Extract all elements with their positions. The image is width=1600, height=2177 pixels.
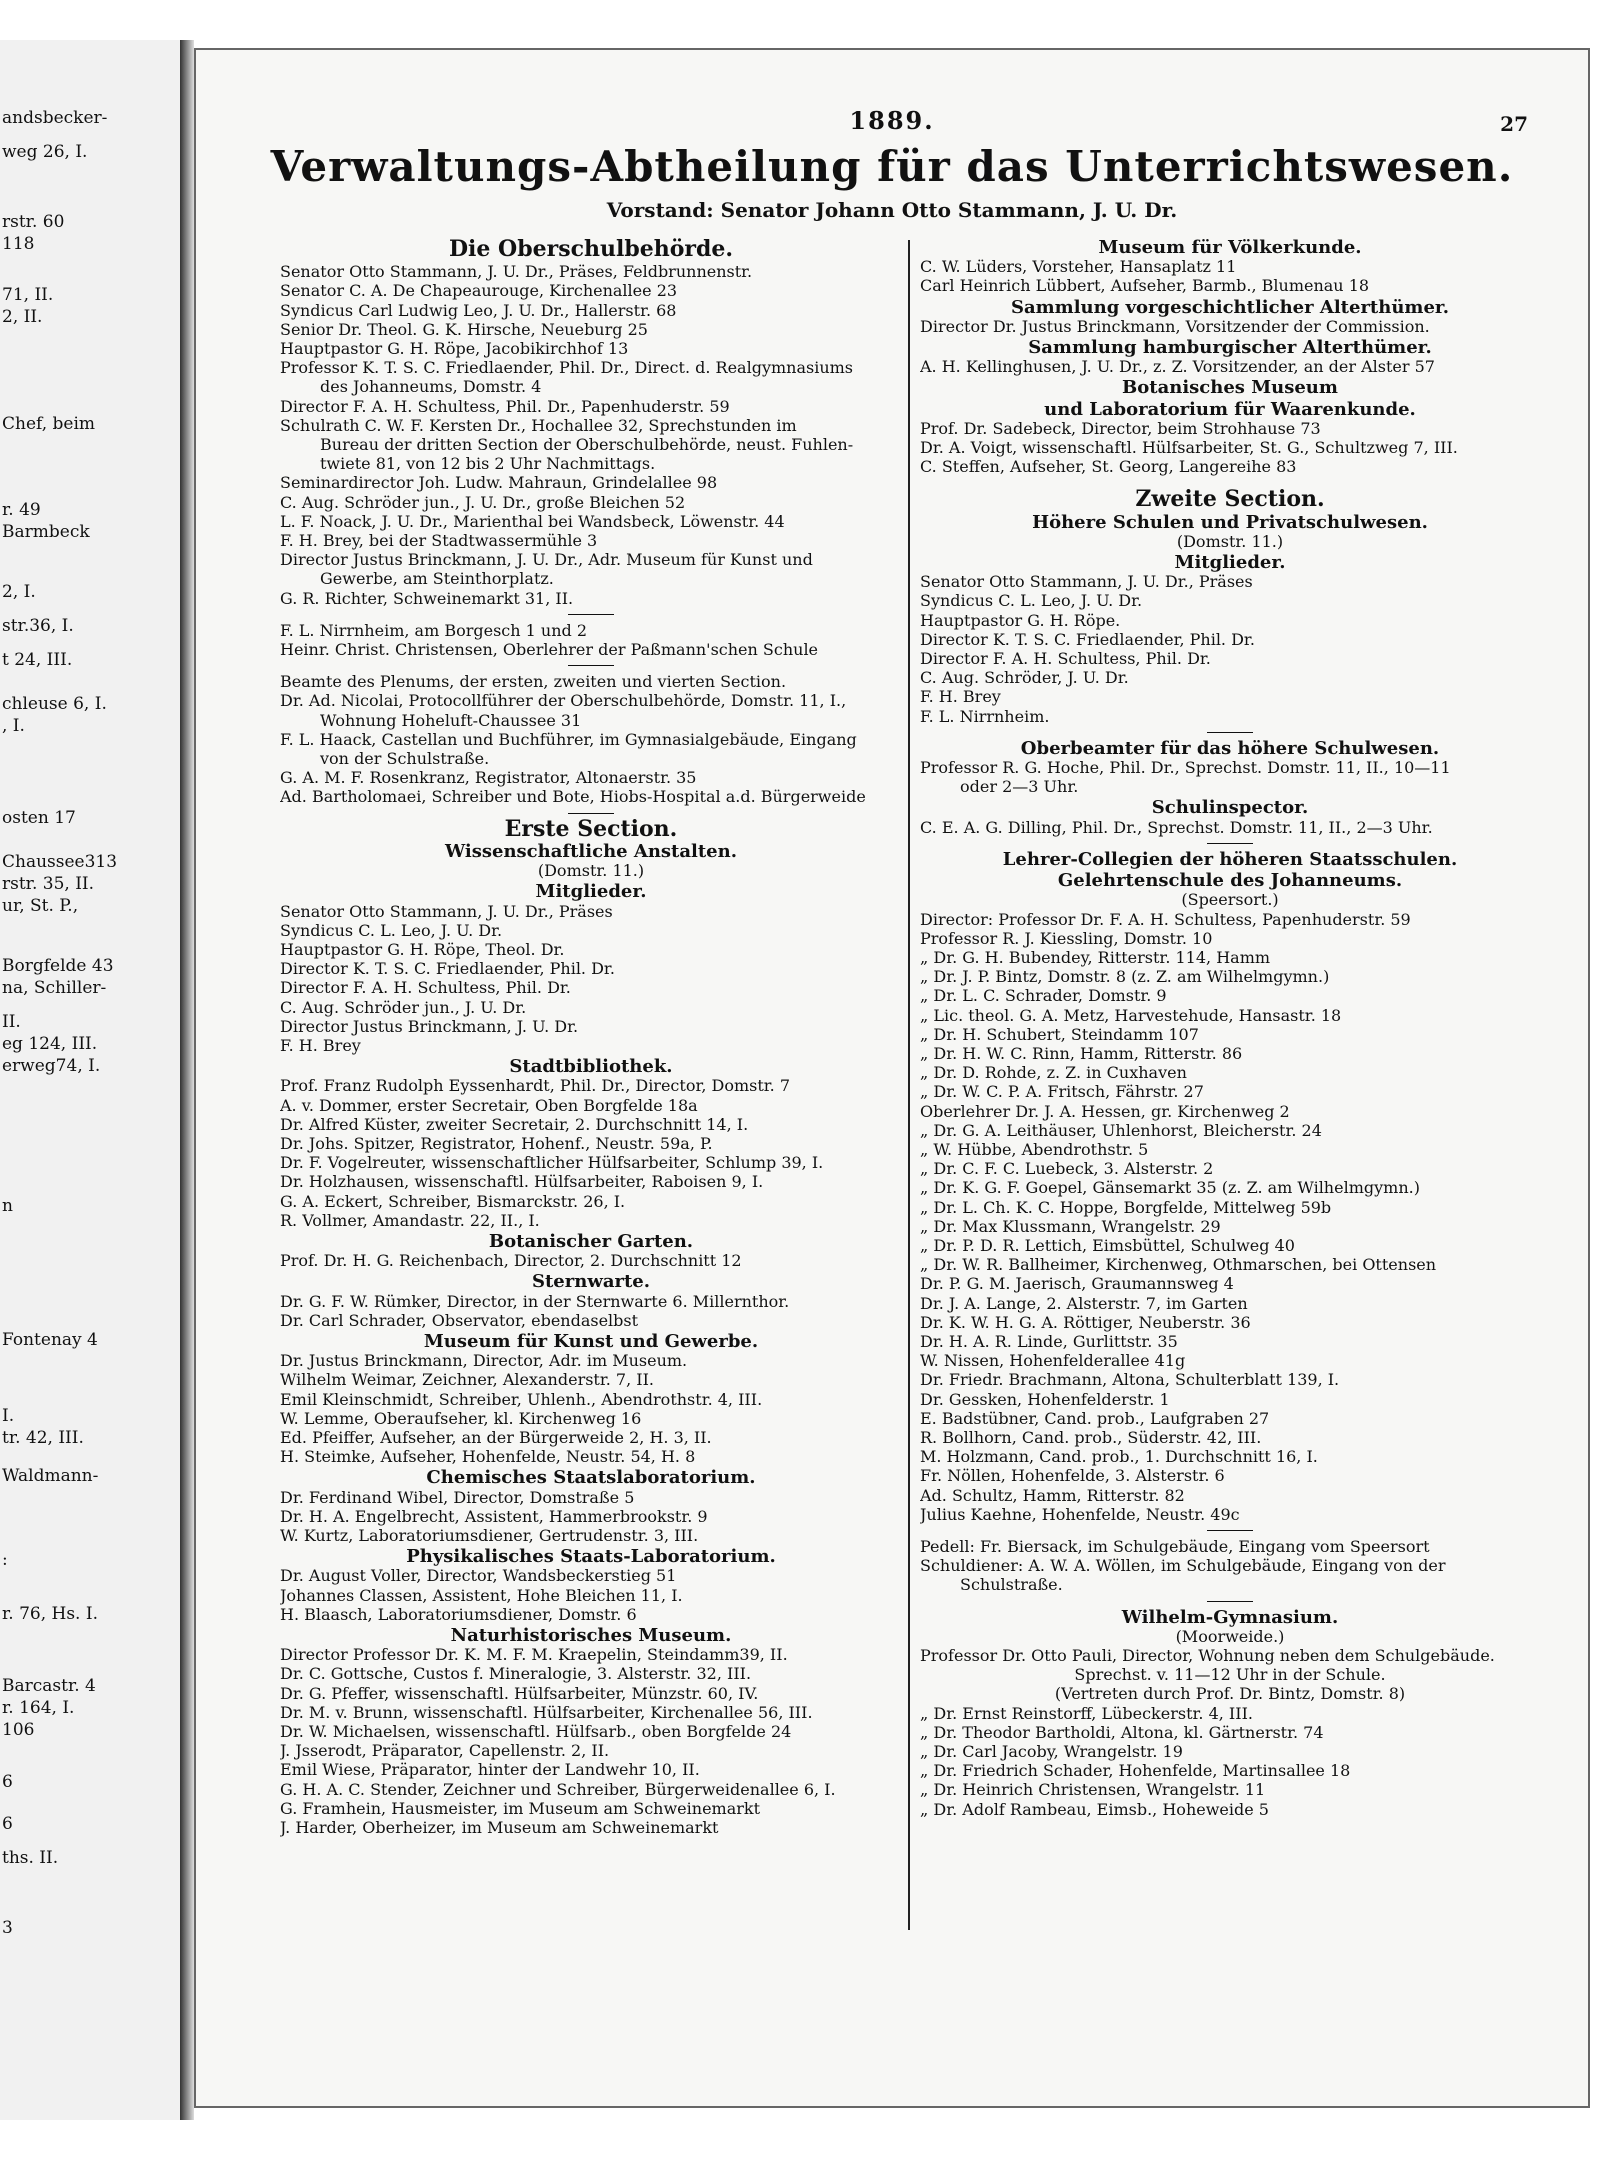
directory-entry: Dr. Johs. Spitzer, Registrator, Hohenf., Neustr. 59a, P. <box>280 1133 713 1153</box>
left-page-edge <box>0 40 183 2120</box>
directory-entry: „ Dr. Heinrich Christensen, Wrangelstr. 11 <box>920 1780 1266 1800</box>
directory-entry: Bureau der dritten Section der Oberschulbehörde, neust. Fuhlen- <box>320 435 854 455</box>
directory-entry: Dr. Gessken, Hohenfelderstr. 1 <box>920 1389 1170 1409</box>
section-heading: Zweite Section. <box>1135 486 1325 513</box>
directory-entry: G. A. Eckert, Schreiber, Bismarckstr. 26, I. <box>280 1191 626 1211</box>
page-title: Verwaltungs-Abtheilung für das Unterrichtswesen. <box>270 142 1514 191</box>
section-heading: Stadtbibliothek. <box>509 1056 673 1078</box>
directory-entry: Prof. Franz Rudolph Eyssenhardt, Phil. Dr., Director, Domstr. 7 <box>280 1076 791 1096</box>
directory-entry: Ad. Bartholomaei, Schreiber und Bote, Hiobs-Hospital a.d. Bürgerweide <box>280 787 866 807</box>
directory-entry: Dr. G. F. W. Rümker, Director, in der Sternwarte 6. Millernthor. <box>280 1291 790 1311</box>
directory-entry: Director F. A. H. Schultess, Phil. Dr. <box>920 649 1211 669</box>
left-page-fragment: na, Schiller- <box>2 978 107 998</box>
directory-entry: Dr. Justus Brinckmann, Director, Adr. im Museum. <box>280 1351 688 1371</box>
directory-entry: C. Aug. Schröder jun., J. U. Dr. <box>280 997 527 1017</box>
directory-entry: G. A. M. F. Rosenkranz, Registrator, Altonaerstr. 35 <box>280 768 697 788</box>
left-page-fragment: r. 76, Hs. I. <box>2 1604 98 1624</box>
directory-entry: „ Dr. K. G. F. Goepel, Gänsemarkt 35 (z. Z. am Wilhelmgymn.) <box>920 1178 1420 1198</box>
section-rule <box>1207 1530 1253 1531</box>
directory-entry: Prof. Dr. Sadebeck, Director, beim Strohhause 73 <box>920 418 1321 438</box>
left-page-fragment: rstr. 60 <box>2 212 65 232</box>
directory-entry: F. L. Nirrnheim. <box>920 706 1050 726</box>
directory-entry: Johannes Classen, Assistent, Hohe Bleichen 11, I. <box>280 1585 683 1605</box>
directory-entry: Director Dr. Justus Brinckmann, Vorsitzender der Commission. <box>920 316 1430 336</box>
directory-entry: (Speersort.) <box>1181 890 1279 910</box>
directory-entry: des Johanneums, Domstr. 4 <box>320 377 542 397</box>
directory-entry: Syndicus C. L. Leo, J. U. Dr. <box>920 591 1143 611</box>
directory-entry: „ Dr. H. W. C. Rinn, Hamm, Ritterstr. 86 <box>920 1043 1243 1063</box>
directory-entry: Ad. Schultz, Hamm, Ritterstr. 82 <box>920 1485 1185 1505</box>
directory-entry: C. W. Lüders, Vorsteher, Hansaplatz 11 <box>920 257 1237 277</box>
left-page-fragment: 106 <box>2 1720 35 1740</box>
left-page-fragment: r. 49 <box>2 500 41 520</box>
directory-entry: „ Dr. W. C. P. A. Fritsch, Fährstr. 27 <box>920 1082 1204 1102</box>
directory-entry: Senior Dr. Theol. G. K. Hirsche, Neueburg 25 <box>280 319 648 339</box>
directory-entry: „ Dr. Max Klussmann, Wrangelstr. 29 <box>920 1216 1221 1236</box>
left-page-fragment: : <box>2 1550 8 1570</box>
directory-entry: M. Holzmann, Cand. prob., 1. Durchschnitt 16, I. <box>920 1447 1318 1467</box>
directory-entry: C. E. A. G. Dilling, Phil. Dr., Sprechst. Domstr. 11, II., 2—3 Uhr. <box>920 817 1433 837</box>
directory-entry: Oberlehrer Dr. J. A. Hessen, gr. Kirchenweg 2 <box>920 1101 1290 1121</box>
directory-entry: Syndicus C. L. Leo, J. U. Dr. <box>280 920 503 940</box>
section-heading: Physikalisches Staats-Laboratorium. <box>406 1546 776 1568</box>
directory-entry: „ Dr. Adolf Rambeau, Eimsb., Hoheweide 5 <box>920 1799 1269 1819</box>
left-page-fragment: Barcastr. 4 <box>2 1676 96 1696</box>
left-page-fragment: I. <box>2 1406 15 1426</box>
directory-entry: Prof. Dr. H. G. Reichenbach, Director, 2. Durchschnitt 12 <box>280 1251 742 1271</box>
vorstand-line: Vorstand: Senator Johann Otto Stammann, J. U. Dr. <box>606 198 1178 222</box>
directory-entry: W. Kurtz, Laboratoriumsdiener, Gertrudenstr. 3, III. <box>280 1526 699 1545</box>
directory-entry: Fr. Nöllen, Hohenfelde, 3. Alsterstr. 6 <box>920 1466 1225 1486</box>
section-heading: Naturhistorisches Museum. <box>450 1625 732 1647</box>
directory-entry: Sprechst. v. 11—12 Uhr in der Schule. <box>1074 1665 1386 1685</box>
directory-entry: „ Dr. D. Rohde, z. Z. in Cuxhaven <box>920 1063 1187 1083</box>
section-heading: Mitglieder. <box>535 881 647 903</box>
directory-entry: Schuldiener: A. W. A. Wöllen, im Schulgebäude, Eingang von der <box>920 1556 1446 1576</box>
section-heading: Museum für Völkerkunde. <box>1098 237 1362 258</box>
directory-entry: „ Dr. C. F. C. Luebeck, 3. Alsterstr. 2 <box>920 1159 1214 1179</box>
left-page-fragment: r. 164, I. <box>2 1698 75 1718</box>
left-page-fragment: 2, II. <box>2 307 43 327</box>
directory-entry: „ Dr. G. A. Leithäuser, Uhlenhorst, Bleicherstr. 24 <box>920 1120 1322 1140</box>
section-heading: Botanischer Garten. <box>488 1230 694 1252</box>
directory-entry: Director: Professor Dr. F. A. H. Schultess, Papenhuderstr. 59 <box>920 909 1411 929</box>
directory-entry: (Domstr. 11.) <box>1176 531 1284 551</box>
directory-entry: H. Blaasch, Laboratoriumsdiener, Domstr. 6 <box>280 1604 637 1624</box>
section-heading: Sammlung hamburgischer Alterthümer. <box>1028 337 1432 359</box>
left-page-fragment: Barmbeck <box>2 522 90 542</box>
directory-entry: Dr. Friedr. Brachmann, Altona, Schulterblatt 139, I. <box>920 1370 1340 1390</box>
page-year: 1889. <box>849 106 935 135</box>
section-heading: Gelehrtenschule des Johanneums. <box>1057 870 1403 892</box>
directory-entry: E. Badstübner, Cand. prob., Laufgraben 27 <box>920 1408 1270 1428</box>
directory-entry: F. H. Brey, bei der Stadtwassermühle 3 <box>280 531 598 551</box>
directory-entry: Hauptpastor G. H. Röpe, Theol. Dr. <box>280 939 565 959</box>
directory-entry: Director F. A. H. Schultess, Phil. Dr. <box>280 978 571 998</box>
left-page-fragment: rstr. 35, II. <box>2 874 95 894</box>
directory-entry: „ Dr. J. P. Bintz, Domstr. 8 (z. Z. am Wilhelmgymn.) <box>920 967 1330 987</box>
section-heading: Die Oberschulbehörde. <box>448 236 734 262</box>
directory-entry: „ Dr. Theodor Bartholdi, Altona, kl. Gärtnerstr. 74 <box>920 1722 1324 1742</box>
directory-entry: C. Steffen, Aufseher, St. Georg, Langereihe 83 <box>920 457 1297 477</box>
directory-entry: „ Dr. L. C. Schrader, Domstr. 9 <box>920 986 1167 1006</box>
directory-entry: Dr. Carl Schrader, Observator, ebendaselbst <box>280 1310 639 1330</box>
directory-entry: (Vertreten durch Prof. Dr. Bintz, Domstr. 8) <box>1054 1684 1406 1704</box>
left-page-fragment: 71, II. <box>2 285 54 305</box>
directory-entry: Dr. H. A. R. Linde, Gurlittstr. 35 <box>920 1331 1178 1351</box>
directory-entry: Senator Otto Stammann, J. U. Dr., Präses, Feldbrunnenstr. <box>280 262 753 282</box>
left-page-fragment: erweg74, I. <box>2 1056 101 1076</box>
directory-entry: Dr. M. v. Brunn, wissenschaftl. Hülfsarbeiter, Kirchenallee 56, III. <box>280 1702 813 1722</box>
section-heading: Botanisches Museum <box>1122 377 1338 399</box>
left-page-fragment: n <box>2 1196 13 1216</box>
directory-entry: „ Dr. G. H. Bubendey, Ritterstr. 114, Hamm <box>920 947 1271 967</box>
section-heading: und Laboratorium für Waarenkunde. <box>1044 398 1416 420</box>
left-page-fragment: 118 <box>2 234 35 254</box>
directory-entry: Dr. H. A. Engelbrecht, Assistent, Hammerbrookstr. 9 <box>280 1506 708 1526</box>
left-page-fragment: Fontenay 4 <box>2 1330 98 1350</box>
directory-entry: Dr. J. A. Lange, 2. Alsterstr. 7, im Garten <box>920 1293 1248 1313</box>
directory-entry: Dr. W. Michaelsen, wissenschaftl. Hülfsarb., oben Borgfelde 24 <box>280 1722 792 1742</box>
directory-entry: Schulstraße. <box>960 1575 1063 1595</box>
section-rule <box>1207 843 1253 844</box>
left-page-fragment: Waldmann- <box>2 1466 99 1486</box>
section-heading: Chemisches Staatslaboratorium. <box>426 1467 756 1489</box>
directory-entry: (Domstr. 11.) <box>537 861 645 881</box>
section-heading: Höhere Schulen und Privatschulwesen. <box>1032 511 1428 533</box>
section-heading: Mitglieder. <box>1174 552 1286 574</box>
directory-entry: Senator Otto Stammann, J. U. Dr., Präses <box>280 901 613 921</box>
section-rule <box>568 614 614 615</box>
left-page-fragment: ths. II. <box>2 1848 59 1868</box>
directory-entry: Dr. G. Pfeffer, wissenschaftl. Hülfsarbeiter, Münzstr. 60, IV. <box>280 1683 759 1703</box>
directory-entry: Director F. A. H. Schultess, Phil. Dr., Papenhuderstr. 59 <box>280 396 730 416</box>
directory-entry: „ W. Hübbe, Abendrothstr. 5 <box>920 1139 1149 1159</box>
left-page-fragment: t 24, III. <box>2 650 73 670</box>
left-page-fragment: Borgfelde 43 <box>2 956 114 976</box>
directory-entry: Hauptpastor G. H. Röpe. <box>920 610 1121 630</box>
left-column <box>280 236 902 1837</box>
directory-entry: Seminardirector Joh. Ludw. Mahraun, Grindelallee 98 <box>280 473 718 493</box>
directory-entry: Schulrath C. W. F. Kersten Dr., Hochallee 32, Sprechstunden im <box>280 415 797 435</box>
directory-entry: twiete 81, von 12 bis 2 Uhr Nachmittags. <box>320 454 656 474</box>
directory-entry: „ Lic. theol. G. A. Metz, Harvestehude, Hansastr. 18 <box>920 1005 1342 1025</box>
left-page-fragment: ur, St. P., <box>2 896 79 916</box>
directory-entry: Dr. August Voller, Director, Wandsbeckerstieg 51 <box>280 1566 677 1586</box>
book-gutter <box>180 40 194 2120</box>
directory-entry: F. H. Brey <box>280 1035 361 1055</box>
section-heading: Sammlung vorgeschichtlicher Alterthümer. <box>1010 296 1450 318</box>
directory-entry: „ Dr. P. D. R. Lettich, Eimsbüttel, Schulweg 40 <box>920 1235 1295 1255</box>
left-page-fragment: osten 17 <box>2 808 76 828</box>
directory-entry: Wohnung Hoheluft-Chaussee 31 <box>320 710 582 730</box>
directory-entry: Dr. Ad. Nicolai, Protocollführer der Oberschulbehörde, Domstr. 11, I., <box>280 691 847 711</box>
directory-entry: Dr. K. W. H. G. A. Röttiger, Neuberstr. 36 <box>920 1312 1251 1332</box>
left-page-fragment: 6 <box>2 1814 13 1834</box>
directory-entry: J. Jsserodt, Präparator, Capellenstr. 2, II. <box>280 1741 610 1761</box>
section-heading: Wilhelm-Gymnasium. <box>1121 1606 1339 1628</box>
left-page-fragment: eg 124, III. <box>2 1034 98 1054</box>
directory-entry: C. Aug. Schröder jun., J. U. Dr., große Bleichen 52 <box>280 492 686 512</box>
section-rule <box>1207 732 1253 733</box>
directory-entry: Dr. A. Voigt, wissenschaftl. Hülfsarbeiter, St. G., Schultzweg 7, III. <box>920 438 1458 458</box>
directory-entry: Carl Heinrich Lübbert, Aufseher, Barmb., Blumenau 18 <box>920 276 1370 296</box>
directory-entry: G. Framhein, Hausmeister, im Museum am Schweinemarkt <box>280 1798 761 1818</box>
directory-entry: (Moorweide.) <box>1175 1626 1285 1646</box>
directory-entry: oder 2—3 Uhr. <box>960 777 1079 797</box>
directory-entry: von der Schulstraße. <box>320 749 490 769</box>
directory-entry: Director K. T. S. C. Friedlaender, Phil. Dr. <box>280 959 615 979</box>
directory-entry: G. R. Richter, Schweinemarkt 31, II. <box>280 588 574 608</box>
left-page-fragment: 6 <box>2 1772 13 1792</box>
directory-entry: Dr. Alfred Küster, zweiter Secretair, 2. Durchschnitt 14, I. <box>280 1114 749 1134</box>
directory-entry: „ Dr. W. R. Ballheimer, Kirchenweg, Othmarschen, bei Ottensen <box>920 1255 1437 1275</box>
directory-entry: Professor R. G. Hoche, Phil. Dr., Sprechst. Domstr. 11, II., 10—11 <box>920 758 1451 778</box>
directory-entry: Senator Otto Stammann, J. U. Dr., Präses <box>920 572 1253 592</box>
directory-entry: Ed. Pfeiffer, Aufseher, an der Bürgerweide 2, H. 3, II. <box>280 1427 712 1447</box>
section-rule <box>1207 1601 1253 1602</box>
directory-entry: „ Dr. Friedrich Schader, Hohenfelde, Martinsallee 18 <box>920 1761 1351 1781</box>
left-page-fragment: weg 26, I. <box>2 142 88 162</box>
directory-entry: F. L. Haack, Castellan und Buchführer, im Gymnasialgebäude, Eingang <box>280 729 857 749</box>
directory-entry: J. Harder, Oberheizer, im Museum am Schweinemarkt <box>280 1818 719 1838</box>
directory-entry: Director Justus Brinckmann, J. U. Dr. <box>280 1016 579 1036</box>
directory-entry: G. H. A. C. Stender, Zeichner und Schreiber, Bürgerweidenallee 6, I. <box>280 1779 836 1799</box>
directory-entry: Dr. Ferdinand Wibel, Director, Domstraße 5 <box>280 1487 635 1507</box>
directory-entry: F. H. Brey <box>920 687 1001 707</box>
section-gap <box>920 476 1540 486</box>
directory-entry: Emil Kleinschmidt, Schreiber, Uhlenh., Abendrothstr. 4, III. <box>280 1389 763 1409</box>
directory-entry: Beamte des Plenums, der ersten, zweiten und vierten Section. <box>280 672 787 692</box>
directory-entry: A. v. Dommer, erster Secretair, Oben Borgfelde 18a <box>280 1095 698 1115</box>
left-page-fragment: 3 <box>2 1918 13 1938</box>
directory-entry: W. Nissen, Hohenfelderallee 41g <box>920 1351 1186 1371</box>
section-heading: Wissenschaftliche Anstalten. <box>444 840 737 862</box>
directory-entry: Pedell: Fr. Biersack, im Schulgebäude, Eingang vom Speersort <box>920 1537 1430 1556</box>
directory-entry: Dr. P. G. M. Jaerisch, Graumannsweg 4 <box>920 1274 1234 1294</box>
section-heading: Sternwarte. <box>531 1271 650 1293</box>
section-heading: Erste Section. <box>504 815 678 842</box>
left-page-fragment: tr. 42, III. <box>2 1428 84 1448</box>
directory-entry: L. F. Noack, J. U. Dr., Marienthal bei Wandsbeck, Löwenstr. 44 <box>280 511 785 531</box>
directory-entry: „ Dr. Ernst Reinstorff, Lübeckerstr. 4, III. <box>920 1703 1253 1723</box>
directory-entry: Gewerbe, am Steinthorplatz. <box>320 569 554 589</box>
directory-entry: Hauptpastor G. H. Röpe, Jacobikirchhof 13 <box>280 339 629 359</box>
directory-entry: „ Dr. Carl Jacoby, Wrangelstr. 19 <box>920 1742 1183 1762</box>
directory-entry: Emil Wiese, Präparator, hinter der Landwehr 10, II. <box>280 1760 700 1780</box>
directory-entry: W. Lemme, Oberaufseher, kl. Kirchenweg 16 <box>280 1408 642 1428</box>
page-number: 27 <box>1500 112 1528 136</box>
directory-entry: Syndicus Carl Ludwig Leo, J. U. Dr., Hallerstr. 68 <box>280 300 677 320</box>
left-page-fragment: Chef, beim <box>2 414 96 434</box>
left-page-fragment: chleuse 6, I. <box>2 694 107 714</box>
directory-entry: C. Aug. Schröder, J. U. Dr. <box>920 668 1129 688</box>
directory-entry: Dr. Holzhausen, wissenschaftl. Hülfsarbeiter, Raboisen 9, I. <box>280 1172 764 1192</box>
directory-entry: Dr. C. Gottsche, Custos f. Mineralogie, 3. Alsterstr. 32, III. <box>280 1664 752 1684</box>
directory-entry: Dr. F. Vogelreuter, wissenschaftlicher Hülfsarbeiter, Schlump 39, I. <box>280 1153 824 1173</box>
right-column <box>920 236 1540 1819</box>
directory-entry: Professor Dr. Otto Pauli, Director, Wohnung neben dem Schulgebäude. <box>920 1646 1495 1666</box>
left-page-fragment: andsbecker- <box>2 108 108 128</box>
left-page-fragment: Chaussee313 <box>2 852 118 872</box>
section-rule <box>568 665 614 666</box>
directory-entry: Julius Kaehne, Hohenfelde, Neustr. 49c <box>920 1504 1240 1524</box>
directory-entry: H. Steimke, Aufseher, Hohenfelde, Neustr. 54, H. 8 <box>280 1447 696 1467</box>
section-rule <box>568 813 614 814</box>
left-page-fragment: str.36, I. <box>2 616 74 636</box>
left-page-fragment: , I. <box>2 716 25 736</box>
directory-entry: Heinr. Christ. Christensen, Oberlehrer der Paßmann'schen Schule <box>280 640 819 660</box>
section-heading: Museum für Kunst und Gewerbe. <box>423 1330 759 1352</box>
left-page-fragment: II. <box>2 1012 21 1032</box>
section-heading: Lehrer-Collegien der höheren Staatsschulen. <box>1002 848 1458 870</box>
directory-entry: Professor K. T. S. C. Friedlaender, Phil. Dr., Direct. d. Realgymnasiums <box>280 358 854 378</box>
directory-entry: Wilhelm Weimar, Zeichner, Alexanderstr. 7, II. <box>280 1370 654 1390</box>
directory-entry: Professor R. J. Kiessling, Domstr. 10 <box>920 928 1213 948</box>
section-heading: Oberbeamter für das höhere Schulwesen. <box>1020 737 1440 759</box>
left-page-fragment: 2, I. <box>2 582 36 602</box>
directory-entry: F. L. Nirrnheim, am Borgesch 1 und 2 <box>280 620 588 640</box>
directory-entry: Director Justus Brinckmann, J. U. Dr., Adr. Museum für Kunst und <box>280 550 813 570</box>
directory-entry: Director K. T. S. C. Friedlaender, Phil. Dr. <box>920 629 1255 649</box>
directory-entry: „ Dr. L. Ch. K. C. Hoppe, Borgfelde, Mittelweg 59b <box>920 1197 1332 1217</box>
directory-entry: Senator C. A. De Chapeaurouge, Kirchenallee 23 <box>280 281 678 301</box>
directory-entry: Director Professor Dr. K. M. F. M. Kraepelin, Steindamm39, II. <box>280 1645 788 1665</box>
right-page <box>194 48 1590 2108</box>
directory-entry: A. H. Kellinghusen, J. U. Dr., z. Z. Vorsitzender, an der Alster 57 <box>920 357 1435 377</box>
section-heading: Schulinspector. <box>1151 797 1309 819</box>
directory-entry: R. Bollhorn, Cand. prob., Süderstr. 42, III. <box>920 1427 1262 1447</box>
directory-entry: R. Vollmer, Amandastr. 22, II., I. <box>280 1210 540 1230</box>
directory-entry: „ Dr. H. Schubert, Steindamm 107 <box>920 1024 1199 1044</box>
column-divider <box>908 240 910 1930</box>
